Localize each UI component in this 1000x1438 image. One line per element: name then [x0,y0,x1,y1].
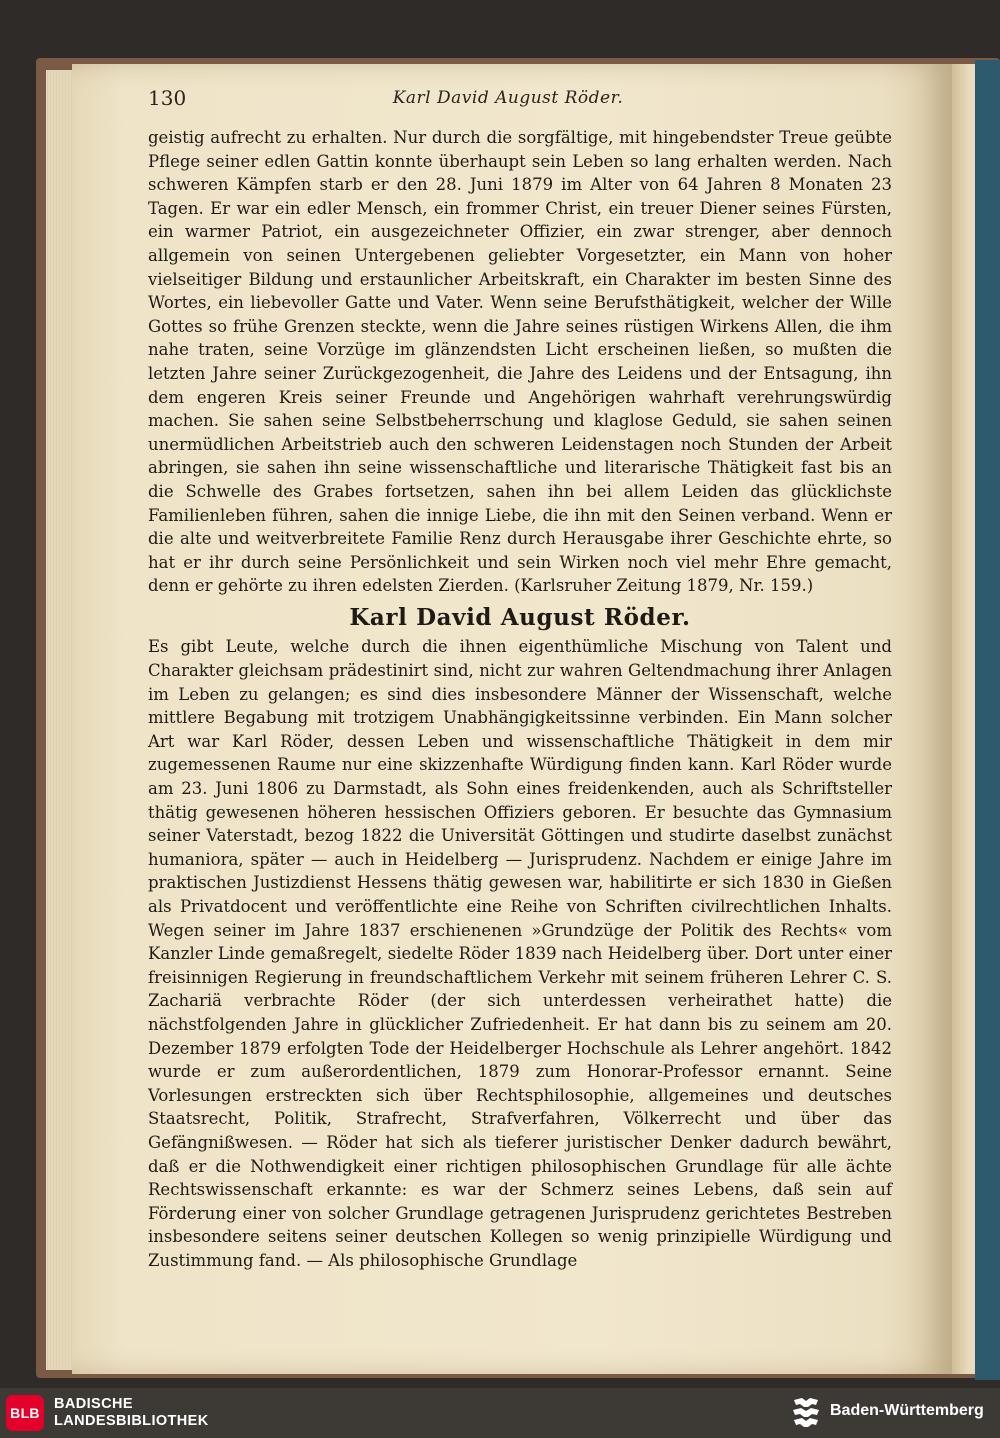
page-number: 130 [148,86,187,110]
library-name-line2: LANDESBIBLIOTHEK [54,1413,209,1429]
blb-logo[interactable]: BLB [6,1395,44,1431]
page-body [148,126,892,1273]
library-name[interactable] [54,1396,209,1430]
paragraph-obituary-end: geistig aufrecht zu erhalten. Nur durch die sorgfältige, mit hingebendster Treue geübte Pflege seiner edlen Gattin konnte überhaupt sein Leben so lang erhalten werden. Nach schweren Kämpfen starb er den 28. Juni 1879 im Alter von 64 Jahren 8 Monaten 23 Tagen. Er war ein edler Mensch, ein frommer Christ, ein treuer Diener seines Fürsten, ein warmer Patriot, ein ausgezeichneter Offizier, ein zwar strenger, aber dennoch allgemein von seinen Untergebenen geliebter Vorgesetzter, ein Mann von hoher vielseitiger Bildung und erstaunlicher Arbeitskraft, ein Charakter im besten Sinne des Wortes, ein liebevoller Gatte und Vater. Wenn seine Berufsthätigkeit, welcher der Wille Gottes so frühe Grenzen steckte, wenn die Jahre seines rüstigen Wirkens Allen, die ihm nahe traten, seine Vorzüge im glänzendsten Licht erscheinen ließen, so mußten die letzten Jahre seiner Zurückgezogenheit, die Jahre des Leidens und der Entsagung, ihn dem engeren Kreis seiner Freunde und Angehörigen wahrhaft verehrungswürdig machen. Sie sahen seine Selbstbeherrschung und klaglose Geduld, sie sahen seinen unermüdlichen Arbeitstrieb auch den schweren Leidenstagen noch Stunden der Arbeit abringen, sie sahen ihn seine wissenschaftliche und literarische Thätigkeit fast bis an die Schwelle des Grabes fortsetzen, sahen ihn bei allem Leiden das glücklichste Familienleben führen, sahen die innige Liebe, die ihn mit den Seinen verband. Wenn er die alte und weitverbreitete Familie Renz durch Herausgabe ihrer Geschichte ehrte, so hat er ihr durch seine Persönlichkeit und sein Wirken noch viel mehr Ehre gemacht, denn er gehörte zu ihren edelsten Zierden. (Karlsruher Zeitung 1879, Nr. 159.) [148,128,892,596]
baden-wuerttemberg-lions-icon [790,1396,822,1430]
page-header [148,86,868,116]
section-title: Karl David August Röder. [349,603,691,631]
state-name[interactable]: Baden-Württemberg [830,1402,984,1419]
library-name-line1: BADISCHE [54,1396,133,1412]
facing-page-binding [975,60,1000,1380]
running-title: Karl David August Röder. [392,88,624,108]
library-footer-bar [0,1388,1000,1438]
paragraph-biography: Es gibt Leute, welche durch die ihnen eigenthümliche Mischung von Talent und Charakter gleichsam prädestinirt sind, nicht zur wahren Geltendmachung ihrer Anlagen im Leben zu gelangen; es sind dies insbesondere Männer der Wissenschaft, welche mittlere Begabung mit trotzigem Unabhängigkeitssinne verbinden. Ein Mann solcher Art war Karl Röder, dessen Leben und wissenschaftliche Thätigkeit in dem mir zugemessenen Raume nur eine skizzenhafte Würdigung finden kann. Karl Röder wurde am 23. Juni 1806 zu Darmstadt, als Sohn eines freidenkenden, auch als Schriftsteller thätig gewesenen höheren hessischen Offiziers geboren. Er besuchte das Gymnasium seiner Vaterstadt, bezog 1822 die Universität Göttingen und studirte daselbst zunächst humaniora, später — auch in Heidelberg — Jurisprudenz. Nachdem er einige Jahre im praktischen Justizdienst Hessens thätig gewesen war, habilitirte er sich 1830 in Gießen als Privatdocent und veröffentlichte eine Reihe von Schriften civilrechtlichen Inhalts. Wegen seiner im Jahre 1837 erschienenen »Grundzüge der Politik des Rechts« vom Kanzler Linde gemaßregelt, siedelte Röder 1839 nach Heidelberg über. Dort unter einer freisinnigen Regierung in freundschaftlichem Verkehr mit seinem früheren Lehrer C. S. Zachariä verbrachte Röder (der sich unterdessen verheirathet hatte) die nächstfolgenden Jahre in glücklicher Zufriedenheit. Er hat dann bis zu seinem am 20. Dezember 1879 erfolgten Tode der Heidelberger Hochschule als Lehrer angehört. 1842 wurde er zum außerordentlichen, 1879 zum Honorar-Professor ernannt. Seine Vorlesungen erstreckten sich über Rechtsphilosophie, allgemeines und deutsches Staatsrecht, Politik, Strafrecht, Strafverfahren, Völkerrecht und über das Gefängnißwesen. — Röder hat sich als tieferer juristischer Denker dadurch bewährt, daß er die Nothwendigkeit einer richtigen philosophischen Grundlage für alle ächte Rechtswissenschaft erkannte: es war der Schmerz seines Lebens, daß sein auf Förderung einer von solcher Grundlage getragenen Jurisprudenz gerichtetes Bestreben insbesondere seitens seiner deutschen Kollegen so wenig prinzipielle Würdigung und Zustimmung fand. — Als philosophische Grundlage [148,637,892,1270]
